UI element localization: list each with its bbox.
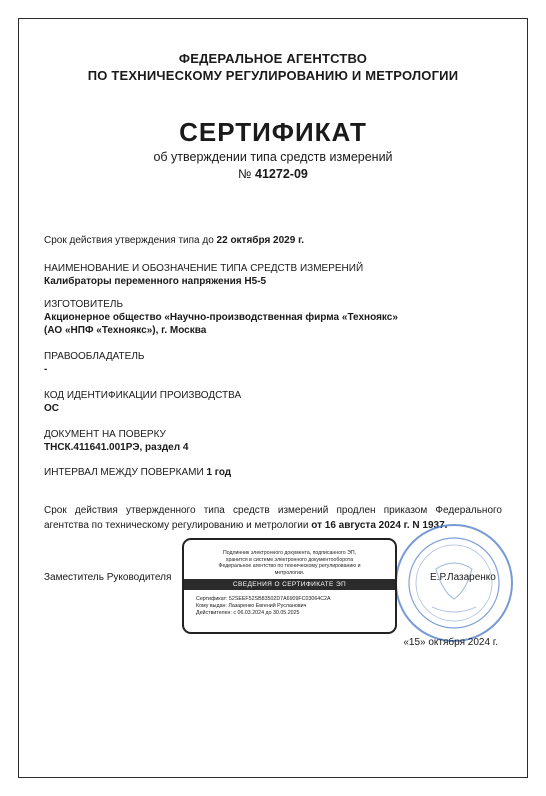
production-code-value: ОС — [44, 403, 59, 414]
e-signature-notice-line3: Федеральное агентство по техническому регулированию и — [218, 563, 361, 570]
validity-label: Срок действия утверждения типа до — [44, 235, 217, 246]
manufacturer-name-line1: Акционерное общество «Научно-производственная фирма «Техноякс» — [44, 312, 398, 323]
manufacturer-name-line2: (АО «НПФ «Техноякс»), г. Москва — [44, 325, 207, 336]
certificate-number — [0, 167, 546, 181]
e-signature-certificate: Сертификат: 52SEEF52SB83502D7A6909FC03064C2A — [196, 596, 331, 603]
certificate-number-prefix: № — [238, 167, 256, 181]
certificate-title: СЕРТИФИКАТ — [179, 117, 367, 147]
interval-value: 1 год — [206, 467, 232, 478]
interval-label: ИНТЕРВАЛ МЕЖДУ ПОВЕРКАМИ — [44, 467, 207, 478]
instrument-label: НАИМЕНОВАНИЕ И ОБОЗНАЧЕНИЕ ТИПА СРЕДСТВ ИЗМЕРЕНИЙ — [44, 263, 364, 274]
e-signature-notice-line4: метрологии. — [274, 569, 305, 576]
signatory-name: Е.Р.Лазаренко — [430, 572, 496, 583]
e-signature-notice — [192, 550, 387, 576]
official-seal-icon — [392, 521, 516, 645]
e-signature-issued-to: Кому выдан: Лазаренко Евгений Русланович — [196, 603, 307, 610]
e-signature-notice-line2: хранится в системе электронного документооборота — [225, 556, 354, 563]
e-signature-stamp — [182, 538, 397, 634]
agency-name-line1: ФЕДЕРАЛЬНОЕ АГЕНТСТВО — [178, 51, 368, 66]
signatory-position: Заместитель Руководителя — [44, 572, 172, 583]
validity-date: 22 октября 2029 г. — [216, 235, 305, 246]
manufacturer-label: ИЗГОТОВИТЕЛЬ — [44, 299, 124, 310]
e-signature-header: СВЕДЕНИЯ О СЕРТИФИКАТЕ ЭП — [184, 579, 395, 590]
rightholder-label: ПРАВООБЛАДАТЕЛЬ — [44, 351, 145, 362]
certificate-subtitle: об утверждении типа средств измерений — [153, 150, 393, 164]
instrument-name: Калибраторы переменного напряжения Н5-5 — [44, 276, 267, 287]
production-code-label: КОД ИДЕНТИФИКАЦИИ ПРОИЗВОДСТВА — [44, 390, 242, 401]
e-signature-validity: Действителен: с 06.03.2024 до 30.05.2025 — [196, 610, 300, 617]
rightholder-value: - — [44, 364, 48, 375]
verification-doc-value: ТНСК.411641.001РЭ, раздел 4 — [44, 442, 189, 453]
verification-doc-label: ДОКУМЕНТ НА ПОВЕРКУ — [44, 429, 166, 440]
validity-line — [44, 234, 304, 247]
certificate-number-value: 41272-09 — [255, 167, 308, 181]
agency-name-line2: ПО ТЕХНИЧЕСКОМУ РЕГУЛИРОВАНИЮ И МЕТРОЛОГИИ — [87, 68, 459, 83]
verification-interval — [44, 466, 231, 479]
extension-order: от 16 августа 2024 г. N 1937. — [311, 520, 448, 531]
extension-text: Срок действия утвержденного типа средств измерений продлен приказом Федерального агентства по техническому регулированию и метрологии — [44, 505, 502, 531]
issue-date: «15» октября 2024 г. — [403, 637, 498, 648]
e-signature-notice-line1: Подлинник электронного документа, подписанного ЭП, — [222, 550, 356, 556]
